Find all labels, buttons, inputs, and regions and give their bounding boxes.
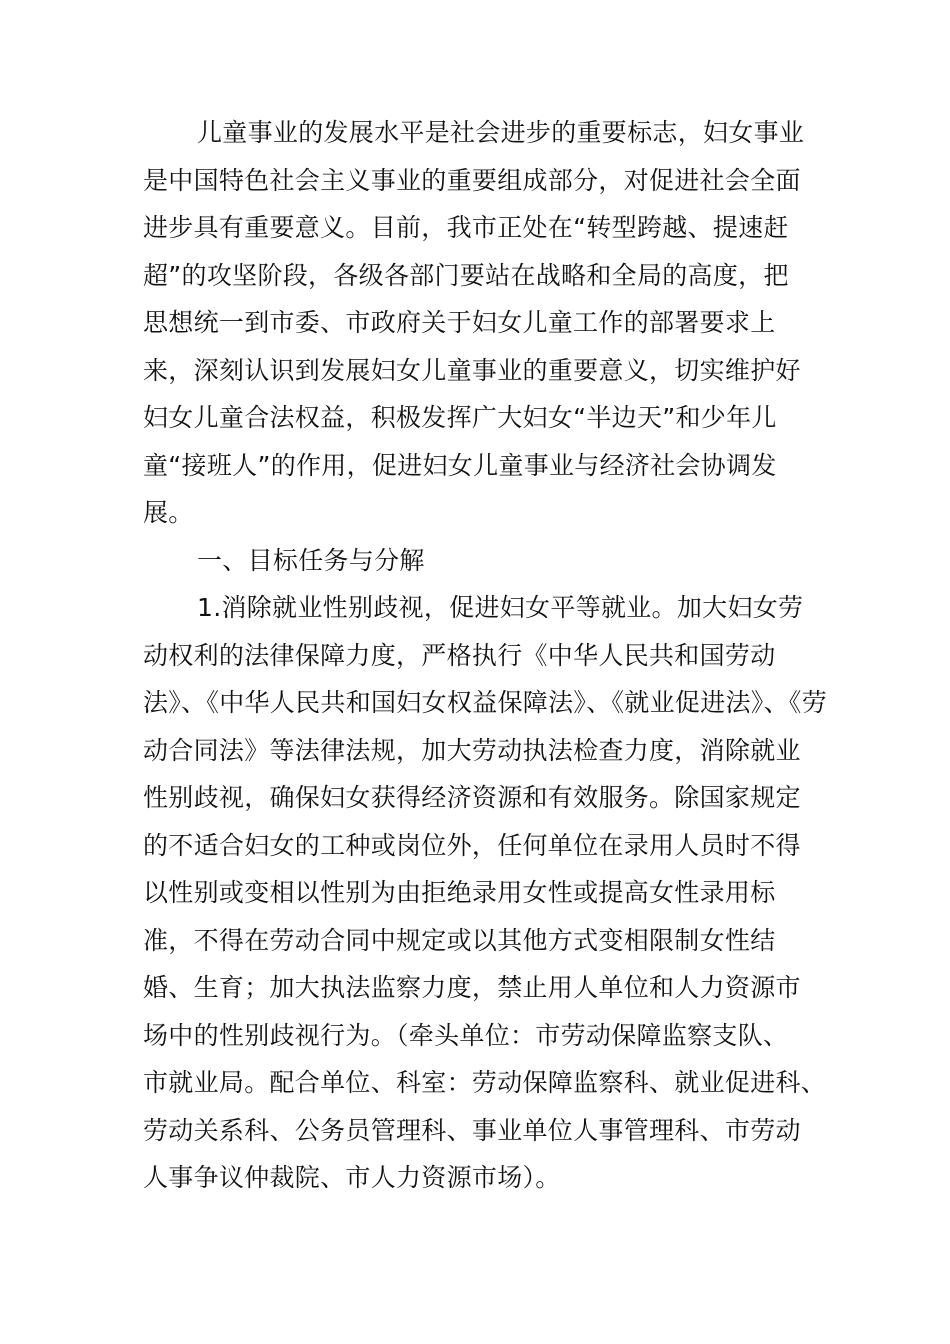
paragraph-line: 展。: [143, 498, 194, 527]
paragraph-line: 是中国特色社会主义事业的重要组成部分，对促进社会全面: [143, 165, 801, 195]
paragraph-line: 婚、生育；加大执法监察力度，禁止用人单位和人力资源市: [143, 973, 801, 1002]
paragraph-line: 法》、《中华人民共和国妇女权益保障法》、《就业促进法》、《劳: [143, 688, 828, 717]
paragraph-line: 1.消除就业性别歧视，促进妇女平等就业。加大妇女劳: [197, 593, 804, 622]
paragraph-line: 动合同法》等法律法规，加大劳动执法检查力度，消除就业: [143, 735, 801, 765]
paragraph-line: 的不适合妇女的工种或岗位外，任何单位在录用人员时不得: [143, 830, 801, 860]
paragraph-line: 进步具有重要意义。目前，我市正处在“转型跨越、提速赶: [143, 213, 789, 242]
paragraph-line: 儿童事业的发展水平是社会进步的重要标志，妇女事业: [197, 118, 805, 147]
section-heading: 一、目标任务与分解: [197, 545, 425, 575]
paragraph-line: 动权利的法律保障力度，严格执行《中华人民共和国劳动: [143, 640, 776, 670]
paragraph-line: 思想统一到市委、市政府关于妇女儿童工作的部署要求上: [143, 308, 776, 337]
paragraph-line: 市就业局。配合单位、科室：劳动保障监察科、就业促进科、: [143, 1068, 827, 1097]
paragraph-line: 来，深刻认识到发展妇女儿童事业的重要意义，切实维护好: [143, 355, 801, 385]
paragraph-line: 超”的攻坚阶段，各级各部门要站在战略和全局的高度，把: [143, 260, 789, 290]
paragraph-line: 妇女儿童合法权益，积极发挥广大妇女“半边天”和少年儿: [143, 403, 777, 432]
document-body: [143, 109, 843, 1202]
paragraph-2: [143, 584, 843, 1202]
paragraph-line: 准，不得在劳动合同中规定或以其他方式变相限制女性结: [143, 925, 776, 955]
paragraph-line: 童“接班人”的作用，促进妇女儿童事业与经济社会协调发: [143, 450, 777, 480]
paragraph-line: 场中的性别歧视行为。（牵头单位：市劳动保障监察支队、: [143, 1020, 789, 1050]
paragraph-line: 人事争议仲裁院、市人力资源市场）。: [143, 1163, 561, 1192]
paragraph-line: 以性别或变相以性别为由拒绝录用女性或提高女性录用标: [143, 878, 776, 907]
paragraph-1: [143, 109, 843, 537]
paragraph-line: 性别歧视，确保妇女获得经济资源和有效服务。除国家规定: [143, 783, 801, 812]
paragraph-line: 劳动关系科、公务员管理科、事业单位人事管理科、市劳动: [143, 1115, 801, 1145]
